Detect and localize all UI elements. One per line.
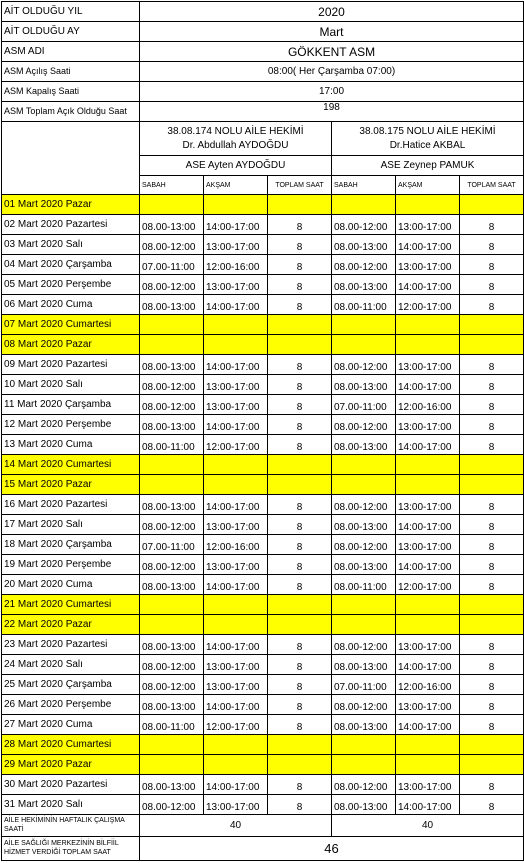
cell-aksam-b: 14:00-17:00 (396, 715, 460, 735)
day-row (2, 575, 524, 595)
cell-toplam-b: 8 (460, 675, 524, 695)
cell-sabah-a: 08.00-13:00 (140, 415, 204, 435)
cell-aksam-a (204, 735, 268, 755)
day-date: 22 Mart 2020 Pazar (2, 615, 140, 635)
weekend-row (2, 595, 524, 615)
cell-toplam-b: 8 (460, 575, 524, 595)
doctor-a-cell (140, 122, 332, 156)
cell-sabah-b: 08.00-12:00 (332, 495, 396, 515)
cell-aksam-a: 14:00-17:00 (204, 215, 268, 235)
cell-aksam-b (396, 475, 460, 495)
day-date: 02 Mart 2020 Pazartesi (2, 215, 140, 235)
cell-sabah-a: 08.00-13:00 (140, 215, 204, 235)
cell-sabah-a: 08.00-12:00 (140, 375, 204, 395)
day-date: 17 Mart 2020 Salı (2, 515, 140, 535)
cell-sabah-b: 08.00-13:00 (332, 655, 396, 675)
cell-sabah-a: 08.00-12:00 (140, 395, 204, 415)
cell-aksam-a: 14:00-17:00 (204, 415, 268, 435)
cell-aksam-a (204, 335, 268, 355)
cell-sabah-b (332, 315, 396, 335)
cell-toplam-a (268, 475, 332, 495)
weekly-hours-b: 40 (332, 815, 524, 837)
day-row (2, 655, 524, 675)
doctor-b-name: Dr.Hatice AKBAL (389, 139, 466, 151)
weekend-row (2, 755, 524, 775)
cell-sabah-a (140, 455, 204, 475)
cell-toplam-b: 8 (460, 635, 524, 655)
year-label: AİT OLDUĞU YIL (2, 2, 140, 22)
month-label: AİT OLDUĞU AY (2, 22, 140, 42)
cell-toplam-a: 8 (268, 435, 332, 455)
cell-sabah-b (332, 335, 396, 355)
day-date: 04 Mart 2020 Çarşamba (2, 255, 140, 275)
cell-sabah-a: 08.00-12:00 (140, 655, 204, 675)
cell-aksam-a: 12:00-17:00 (204, 715, 268, 735)
closing-label: ASM Kapalış Saati (2, 82, 140, 102)
cell-sabah-b (332, 735, 396, 755)
weekly-hours-label: AİLE HEKİMİNİN HAFTALIK ÇALIŞMA SAATİ (2, 815, 140, 837)
cell-sabah-a (140, 315, 204, 335)
cell-sabah-b: 08.00-12:00 (332, 255, 396, 275)
cell-sabah-a: 07.00-11:00 (140, 535, 204, 555)
cell-toplam-a (268, 455, 332, 475)
day-date: 28 Mart 2020 Cumartesi (2, 735, 140, 755)
cell-aksam-a (204, 195, 268, 215)
header-row-total-open (2, 102, 524, 122)
cell-sabah-b: 08.00-12:00 (332, 355, 396, 375)
cell-aksam-b: 14:00-17:00 (396, 795, 460, 815)
day-date: 10 Mart 2020 Salı (2, 375, 140, 395)
opening-label: ASM Açılış Saati (2, 62, 140, 82)
cell-aksam-a: 13:00-17:00 (204, 515, 268, 535)
day-row (2, 435, 524, 455)
cell-aksam-b: 14:00-17:00 (396, 235, 460, 255)
cell-sabah-a: 08.00-11:00 (140, 435, 204, 455)
col-sabah-b: SABAH (332, 176, 396, 195)
total-open-value: 198 (140, 102, 524, 122)
cell-toplam-a: 8 (268, 415, 332, 435)
cell-aksam-b: 13:00-17:00 (396, 535, 460, 555)
col-sabah-a: SABAH (140, 176, 204, 195)
cell-sabah-a: 08.00-12:00 (140, 275, 204, 295)
doctor-a-unit: 38.08.174 NOLU AİLE HEKİMİ (167, 126, 304, 137)
weekend-row (2, 335, 524, 355)
cell-sabah-b: 07.00-11:00 (332, 395, 396, 415)
cell-toplam-a: 8 (268, 275, 332, 295)
cell-toplam-a (268, 735, 332, 755)
cell-toplam-b: 8 (460, 555, 524, 575)
cell-toplam-a: 8 (268, 395, 332, 415)
cell-sabah-a (140, 335, 204, 355)
cell-toplam-a: 8 (268, 555, 332, 575)
cell-sabah-b: 08.00-12:00 (332, 215, 396, 235)
cell-sabah-b: 08.00-13:00 (332, 795, 396, 815)
cell-sabah-a (140, 615, 204, 635)
cell-toplam-b: 8 (460, 375, 524, 395)
cell-sabah-b: 08.00-13:00 (332, 375, 396, 395)
cell-aksam-a: 12:00-16:00 (204, 535, 268, 555)
cell-aksam-a: 13:00-17:00 (204, 795, 268, 815)
cell-toplam-b: 8 (460, 255, 524, 275)
year-value: 2020 (140, 2, 524, 22)
cell-sabah-b: 08.00-13:00 (332, 715, 396, 735)
asm-name-value: GÖKKENT ASM (140, 42, 524, 62)
ase-b: ASE Zeynep PAMUK (332, 156, 524, 176)
cell-aksam-b: 12:00-16:00 (396, 395, 460, 415)
day-date: 01 Mart 2020 Pazar (2, 195, 140, 215)
weekend-row (2, 735, 524, 755)
cell-aksam-b (396, 195, 460, 215)
cell-sabah-b (332, 595, 396, 615)
cell-toplam-b: 8 (460, 655, 524, 675)
cell-toplam-b: 8 (460, 415, 524, 435)
day-row (2, 415, 524, 435)
cell-sabah-b: 08.00-13:00 (332, 555, 396, 575)
cell-toplam-a (268, 755, 332, 775)
cell-toplam-a: 8 (268, 355, 332, 375)
day-date: 29 Mart 2020 Pazar (2, 755, 140, 775)
cell-sabah-a: 08.00-13:00 (140, 295, 204, 315)
doctor-b-unit: 38.08.175 NOLU AİLE HEKİMİ (359, 126, 496, 137)
opening-value: 08:00( Her Çarşamba 07:00) (140, 62, 524, 82)
cell-toplam-a: 8 (268, 675, 332, 695)
cell-toplam-b: 8 (460, 295, 524, 315)
day-row (2, 715, 524, 735)
cell-aksam-a: 13:00-17:00 (204, 395, 268, 415)
cell-aksam-a: 14:00-17:00 (204, 295, 268, 315)
day-date: 12 Mart 2020 Perşembe (2, 415, 140, 435)
cell-toplam-a: 8 (268, 515, 332, 535)
cell-aksam-b: 13:00-17:00 (396, 415, 460, 435)
cell-aksam-a (204, 455, 268, 475)
day-row (2, 215, 524, 235)
cell-toplam-a: 8 (268, 255, 332, 275)
cell-toplam-b: 8 (460, 395, 524, 415)
cell-sabah-a (140, 195, 204, 215)
cell-sabah-b: 08.00-11:00 (332, 575, 396, 595)
cell-aksam-b (396, 315, 460, 335)
cell-aksam-b (396, 595, 460, 615)
cell-aksam-b: 14:00-17:00 (396, 375, 460, 395)
cell-toplam-a (268, 195, 332, 215)
cell-aksam-a: 13:00-17:00 (204, 235, 268, 255)
cell-aksam-a: 14:00-17:00 (204, 775, 268, 795)
day-date: 25 Mart 2020 Çarşamba (2, 675, 140, 695)
cell-sabah-a: 08.00-12:00 (140, 675, 204, 695)
day-row (2, 375, 524, 395)
cell-toplam-a: 8 (268, 375, 332, 395)
cell-aksam-b: 14:00-17:00 (396, 555, 460, 575)
cell-sabah-a (140, 735, 204, 755)
cell-sabah-b (332, 455, 396, 475)
cell-toplam-b: 8 (460, 515, 524, 535)
day-date: 26 Mart 2020 Perşembe (2, 695, 140, 715)
day-date: 05 Mart 2020 Perşembe (2, 275, 140, 295)
cell-sabah-a: 08.00-13:00 (140, 495, 204, 515)
header-row-closing (2, 82, 524, 102)
header-row-year (2, 2, 524, 22)
cell-toplam-a: 8 (268, 295, 332, 315)
day-row (2, 555, 524, 575)
cell-aksam-b: 13:00-17:00 (396, 775, 460, 795)
day-date: 14 Mart 2020 Cumartesi (2, 455, 140, 475)
month-value: Mart (140, 22, 524, 42)
doctor-b-cell (332, 122, 524, 156)
day-date: 27 Mart 2020 Cuma (2, 715, 140, 735)
day-row (2, 495, 524, 515)
cell-toplam-b: 8 (460, 795, 524, 815)
cell-sabah-a: 08.00-13:00 (140, 775, 204, 795)
day-row (2, 235, 524, 255)
day-date: 03 Mart 2020 Salı (2, 235, 140, 255)
day-date: 30 Mart 2020 Pazartesi (2, 775, 140, 795)
cell-sabah-a: 07.00-11:00 (140, 255, 204, 275)
cell-sabah-b: 08.00-13:00 (332, 235, 396, 255)
day-date: 08 Mart 2020 Pazar (2, 335, 140, 355)
cell-sabah-a (140, 475, 204, 495)
cell-aksam-b: 12:00-17:00 (396, 295, 460, 315)
cell-aksam-b (396, 735, 460, 755)
cell-toplam-b (460, 195, 524, 215)
cell-toplam-a: 8 (268, 495, 332, 515)
day-row (2, 355, 524, 375)
day-date: 19 Mart 2020 Perşembe (2, 555, 140, 575)
day-row (2, 295, 524, 315)
weekly-hours-row (2, 815, 524, 837)
cell-sabah-b (332, 755, 396, 775)
header-row-asm-name (2, 42, 524, 62)
cell-sabah-a: 08.00-13:00 (140, 575, 204, 595)
total-open-label: ASM Toplam Açık Olduğu Saat (2, 102, 140, 122)
cell-aksam-b: 14:00-17:00 (396, 275, 460, 295)
doctor-a-name: Dr. Abdullah AYDOĞDU (182, 139, 289, 151)
cell-toplam-b: 8 (460, 275, 524, 295)
cell-aksam-b (396, 455, 460, 475)
day-row (2, 535, 524, 555)
weekend-row (2, 475, 524, 495)
total-service-row (2, 837, 524, 861)
cell-toplam-a: 8 (268, 635, 332, 655)
cell-toplam-b (460, 615, 524, 635)
cell-sabah-a: 08.00-12:00 (140, 555, 204, 575)
cell-toplam-a (268, 595, 332, 615)
day-date: 13 Mart 2020 Cuma (2, 435, 140, 455)
ase-a: ASE Ayten AYDOĞDU (140, 156, 332, 176)
cell-aksam-b: 12:00-16:00 (396, 675, 460, 695)
day-row (2, 395, 524, 415)
cell-sabah-b: 08.00-13:00 (332, 435, 396, 455)
cell-toplam-b (460, 455, 524, 475)
cell-aksam-a: 13:00-17:00 (204, 675, 268, 695)
cell-sabah-a (140, 755, 204, 775)
cell-aksam-a (204, 755, 268, 775)
cell-aksam-b: 14:00-17:00 (396, 435, 460, 455)
cell-toplam-a (268, 315, 332, 335)
cell-aksam-b (396, 615, 460, 635)
header-row-opening (2, 62, 524, 82)
cell-toplam-a: 8 (268, 775, 332, 795)
cell-aksam-a: 14:00-17:00 (204, 635, 268, 655)
cell-sabah-a: 08.00-13:00 (140, 355, 204, 375)
col-toplam-b: TOPLAM SAAT (460, 176, 524, 195)
cell-aksam-a (204, 315, 268, 335)
day-date: 16 Mart 2020 Pazartesi (2, 495, 140, 515)
day-date: 23 Mart 2020 Pazartesi (2, 635, 140, 655)
cell-sabah-b: 08.00-12:00 (332, 775, 396, 795)
day-date: 07 Mart 2020 Cumartesi (2, 315, 140, 335)
cell-sabah-a (140, 595, 204, 615)
cell-aksam-a (204, 615, 268, 635)
cell-aksam-a: 13:00-17:00 (204, 375, 268, 395)
cell-sabah-b: 08.00-12:00 (332, 535, 396, 555)
cell-aksam-a: 13:00-17:00 (204, 275, 268, 295)
cell-toplam-b: 8 (460, 215, 524, 235)
col-aksam-a: AKŞAM (204, 176, 268, 195)
weekend-row (2, 615, 524, 635)
header-row-month (2, 22, 524, 42)
schedule-table (1, 1, 524, 861)
cell-toplam-a (268, 615, 332, 635)
cell-aksam-a: 14:00-17:00 (204, 575, 268, 595)
weekend-row (2, 315, 524, 335)
cell-toplam-a: 8 (268, 215, 332, 235)
cell-aksam-a: 14:00-17:00 (204, 495, 268, 515)
closing-value: 17:00 (140, 82, 524, 102)
days-list (2, 195, 524, 815)
cell-toplam-b (460, 735, 524, 755)
cell-aksam-a (204, 475, 268, 495)
cell-toplam-b: 8 (460, 355, 524, 375)
doctor-row (2, 122, 524, 156)
cell-sabah-b: 08.00-12:00 (332, 415, 396, 435)
day-row (2, 795, 524, 815)
cell-aksam-b: 13:00-17:00 (396, 695, 460, 715)
cell-sabah-b (332, 475, 396, 495)
day-date: 06 Mart 2020 Cuma (2, 295, 140, 315)
cell-toplam-b (460, 335, 524, 355)
day-row (2, 775, 524, 795)
cell-toplam-a (268, 335, 332, 355)
cell-toplam-b: 8 (460, 535, 524, 555)
day-date: 15 Mart 2020 Pazar (2, 475, 140, 495)
day-row (2, 635, 524, 655)
cell-sabah-a: 08.00-13:00 (140, 635, 204, 655)
cell-toplam-b: 8 (460, 695, 524, 715)
cell-sabah-b: 08.00-12:00 (332, 635, 396, 655)
cell-toplam-b: 8 (460, 235, 524, 255)
cell-toplam-a: 8 (268, 655, 332, 675)
cell-toplam-b: 8 (460, 495, 524, 515)
cell-toplam-b: 8 (460, 435, 524, 455)
weekend-row (2, 455, 524, 475)
weekly-hours-a: 40 (140, 815, 332, 837)
cell-aksam-b: 13:00-17:00 (396, 495, 460, 515)
cell-toplam-a: 8 (268, 575, 332, 595)
day-date: 20 Mart 2020 Cuma (2, 575, 140, 595)
day-row (2, 675, 524, 695)
day-date: 09 Mart 2020 Pazartesi (2, 355, 140, 375)
cell-sabah-a: 08.00-13:00 (140, 695, 204, 715)
day-row (2, 515, 524, 535)
total-service-value: 46 (140, 837, 524, 861)
day-date: 18 Mart 2020 Çarşamba (2, 535, 140, 555)
cell-sabah-b: 08.00-12:00 (332, 695, 396, 715)
cell-toplam-a: 8 (268, 535, 332, 555)
cell-toplam-b (460, 475, 524, 495)
cell-aksam-b: 13:00-17:00 (396, 215, 460, 235)
day-date: 21 Mart 2020 Cumartesi (2, 595, 140, 615)
cell-toplam-b: 8 (460, 715, 524, 735)
day-row (2, 255, 524, 275)
cell-aksam-b: 13:00-17:00 (396, 255, 460, 275)
cell-aksam-a (204, 595, 268, 615)
cell-toplam-a: 8 (268, 795, 332, 815)
col-aksam-b: AKŞAM (396, 176, 460, 195)
asm-name-label: ASM ADI (2, 42, 140, 62)
cell-sabah-a: 08.00-11:00 (140, 715, 204, 735)
cell-sabah-b: 08.00-13:00 (332, 275, 396, 295)
cell-sabah-a: 08.00-12:00 (140, 235, 204, 255)
day-row (2, 275, 524, 295)
day-date: 11 Mart 2020 Çarşamba (2, 395, 140, 415)
cell-aksam-b: 13:00-17:00 (396, 355, 460, 375)
cell-sabah-b: 07.00-11:00 (332, 675, 396, 695)
cell-toplam-a: 8 (268, 695, 332, 715)
day-date: 24 Mart 2020 Salı (2, 655, 140, 675)
cell-aksam-b (396, 755, 460, 775)
cell-aksam-b: 14:00-17:00 (396, 655, 460, 675)
cell-aksam-b: 12:00-17:00 (396, 575, 460, 595)
cell-sabah-a: 08.00-12:00 (140, 795, 204, 815)
cell-aksam-a: 14:00-17:00 (204, 695, 268, 715)
cell-aksam-b: 13:00-17:00 (396, 635, 460, 655)
cell-toplam-b (460, 755, 524, 775)
cell-sabah-b: 08.00-13:00 (332, 515, 396, 535)
cell-aksam-b: 14:00-17:00 (396, 515, 460, 535)
total-service-label: AİLE SAĞLIĞI MERKEZİNİN BİLFİİL HİZMET VERDİĞİ TOPLAM SAAT (2, 837, 140, 861)
cell-aksam-a: 14:00-17:00 (204, 355, 268, 375)
day-date: 31 Mart 2020 Salı (2, 795, 140, 815)
cell-aksam-b (396, 335, 460, 355)
cell-aksam-a: 13:00-17:00 (204, 555, 268, 575)
day-row (2, 695, 524, 715)
cell-toplam-a: 8 (268, 715, 332, 735)
cell-sabah-b (332, 195, 396, 215)
cell-aksam-a: 12:00-17:00 (204, 435, 268, 455)
cell-sabah-b (332, 615, 396, 635)
cell-toplam-b (460, 315, 524, 335)
cell-aksam-a: 12:00-16:00 (204, 255, 268, 275)
cell-toplam-a: 8 (268, 235, 332, 255)
blank-header-cell (2, 122, 140, 195)
weekend-row (2, 195, 524, 215)
cell-aksam-a: 13:00-17:00 (204, 655, 268, 675)
cell-sabah-b: 08.00-11:00 (332, 295, 396, 315)
col-toplam-a: TOPLAM SAAT (268, 176, 332, 195)
cell-toplam-b (460, 595, 524, 615)
cell-sabah-a: 08.00-12:00 (140, 515, 204, 535)
cell-toplam-b: 8 (460, 775, 524, 795)
